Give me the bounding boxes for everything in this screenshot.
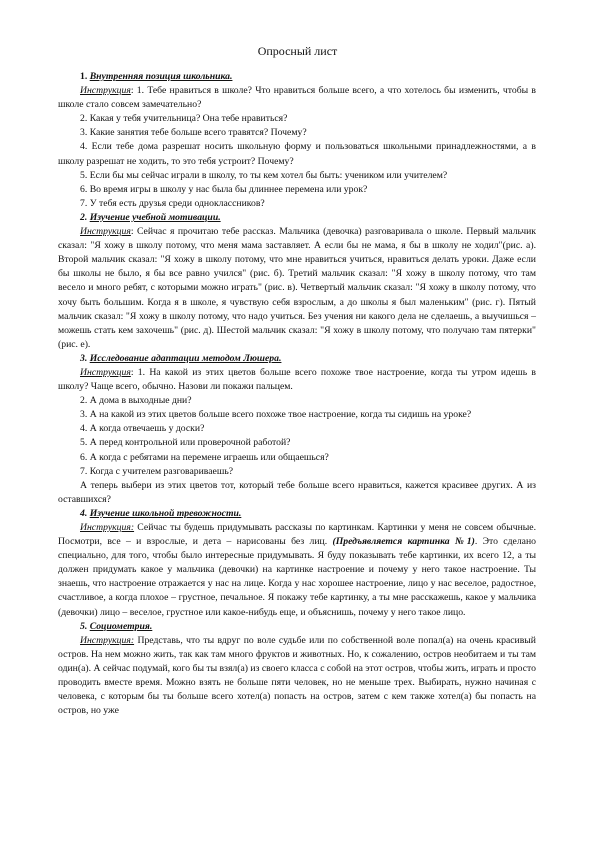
instruction-label: Инструкция bbox=[80, 85, 131, 97]
instruction-text: . Это сделано специально, для того, чтобы было интересные придумывать. Я буду показывать тебе картинки, их всего 12, а ты должен придумать какое у мальчика (девочки) на картинке настроение и почему у него такое настроение. Ты знаешь, что настроение отражается у нас на лице. Когда у нас хорошее настроение, лицо у нас веселое, радостное, счастливое, а когда плохое – грустное, печальное. Я покажу тебе картинку, а ты мне расскажешь, какое у мальчика (девочки) лицо – веселое, грустное или какое-нибудь еще, и объяснишь, почему у него такое лицо. bbox=[58, 536, 536, 618]
instruction-label: Инструкция: bbox=[80, 634, 135, 646]
section-heading-4 bbox=[58, 507, 536, 521]
question-item: 4. А когда отвечаешь у доски? bbox=[80, 423, 205, 435]
instruction-text: Представь, что ты вдруг по воле судьбе или по собственной воле попал(а) на очень красивый остров. На нем можно жить, так как там много фруктов и животных. Но, к сожалению, остров необитаем и ты там один(а). А сейчас подумай, кого бы ты взял(а) из своего класса с собой на этот остров, чтобы жить, играть и просто проводить вместе время. Можно взять не больше пяти человек, но не меньше трех. Выбирать, нужно начиная с человека, с которым бы ты больше всего хотел(а) попасть на остров, затем с кем также хотел(а) бы попасть на остров, но уже bbox=[58, 634, 536, 717]
question-item: 2. Какая у тебя учительница? Она тебе нравиться? bbox=[80, 113, 288, 125]
section-number: 1. bbox=[80, 71, 88, 82]
question-item: 5. Если бы мы сейчас играли в школу, то ты кем хотел бы быть: учеником или учителем? bbox=[80, 169, 448, 181]
question-item: 2. А дома в выходные дни? bbox=[80, 395, 192, 407]
question-item: 7. У тебя есть друзья среди одноклассников? bbox=[80, 197, 265, 209]
instruction-label: Инструкция bbox=[80, 226, 131, 238]
section-title: Изучение школьной тревожности. bbox=[89, 507, 242, 519]
section-number: 5. bbox=[80, 620, 88, 632]
question-item: 6. Во время игры в школу у нас была бы длиннее перемена или урок? bbox=[80, 183, 368, 195]
question-item: 4. Если тебе дома разрешат носить школьную форму и пользоваться школьными принадлежностями, а в школу разрешат не ходить, то это тебя устроит? Почему? bbox=[58, 141, 536, 167]
questionnaire-body bbox=[58, 70, 536, 718]
section-heading-2 bbox=[58, 211, 536, 225]
instruction-emphasis: (Предъявляется картинка №1) bbox=[332, 536, 475, 548]
question-item: 7. Когда с учителем разговариваешь? bbox=[80, 465, 234, 477]
section-number: 4. bbox=[80, 507, 88, 519]
closing-paragraph: А теперь выбери из этих цветов тот, который тебе больше всего нравиться, кажется красивее других. А из оставшихся? bbox=[58, 479, 536, 505]
page-title: Опросный лист bbox=[257, 44, 338, 58]
instruction-text: : 1. Тебе нравиться в школе? Что нравиться больше всего, а что хотелось бы изменить, чтобы в школе стало совсем замечательно? bbox=[58, 85, 536, 111]
section-title: Внутренняя позиция школьника. bbox=[89, 71, 233, 82]
instruction-paragraph bbox=[58, 521, 536, 620]
question-item: 3. А на какой из этих цветов больше всего похоже твое настроение, когда ты сидишь на уроке? bbox=[80, 409, 472, 421]
instruction-text: Сейчас ты будешь придумывать рассказы по картинкам. Картинки у меня не совсем обычные. Посмотри, все – и взрослые, и дета – нарисованы без лиц. bbox=[58, 522, 536, 548]
section-title: Изучение учебной мотивации. bbox=[89, 211, 221, 223]
section-heading-3 bbox=[58, 352, 536, 366]
instruction-paragraph bbox=[58, 366, 536, 394]
section-number: 2. bbox=[80, 211, 88, 223]
section-title: Исследование адаптации методом Люшера. bbox=[89, 352, 282, 364]
section-heading-1 bbox=[58, 70, 536, 84]
question-item: 5. А перед контрольной или проверочной работой? bbox=[80, 437, 291, 449]
instruction-text: : 1. На какой из этих цветов больше всего похоже твое настроение, когда ты утром идешь в школу? Чаще всего, обычно. Назови ли покажи пальцем. bbox=[58, 366, 536, 393]
instruction-paragraph bbox=[58, 634, 536, 719]
question-item: 3. Какие занятия тебе больше всего травятся? Почему? bbox=[80, 127, 307, 139]
instruction-label: Инструкция: bbox=[80, 522, 135, 533]
section-number: 3. bbox=[80, 352, 88, 364]
instruction-label: Инструкция bbox=[80, 366, 131, 378]
instruction-paragraph bbox=[58, 84, 536, 112]
instruction-text: : Сейчас я прочитаю тебе рассказ. Мальчика (девочка) разговаривала о школе. Первый мальчик сказал: "Я хожу в школу потому, что меня мама заставляет. А если бы не мама, я бы в школу не ходил"(рис. а). Второй мальчик сказал: "Я хожу в школу потому, что мне нравиться учиться, нравиться делать уроки. Даже если бы школы не было, я бы все равно учился" (рис. б). Третий мальчик сказал: "Я хожу в школу потому, что там весело и много ребят, с которыми можно играть" (рис. в). Четвертый мальчик сказал: "Я хожу в школу потому, что хочу быть большим. Когда я в школе, я чувствую себя взрослым, а до школы я был маленьким" (рис. г). Пятый мальчик сказал: "Я хожу в школу потому, что надо учиться. Без учения ни какого дела не сделаешь, а выучишься – можешь стать кем захочешь" (рис. д). Шестой мальчик сказал: "Я хожу в школу потому, что получаю там пятерки" (рис. е). bbox=[58, 226, 536, 350]
question-item: 6. А когда с ребятами на перемене играешь или общаешься? bbox=[80, 451, 329, 463]
section-title: Социометрия. bbox=[89, 620, 153, 632]
instruction-paragraph bbox=[58, 225, 536, 352]
section-heading-5 bbox=[58, 620, 536, 634]
